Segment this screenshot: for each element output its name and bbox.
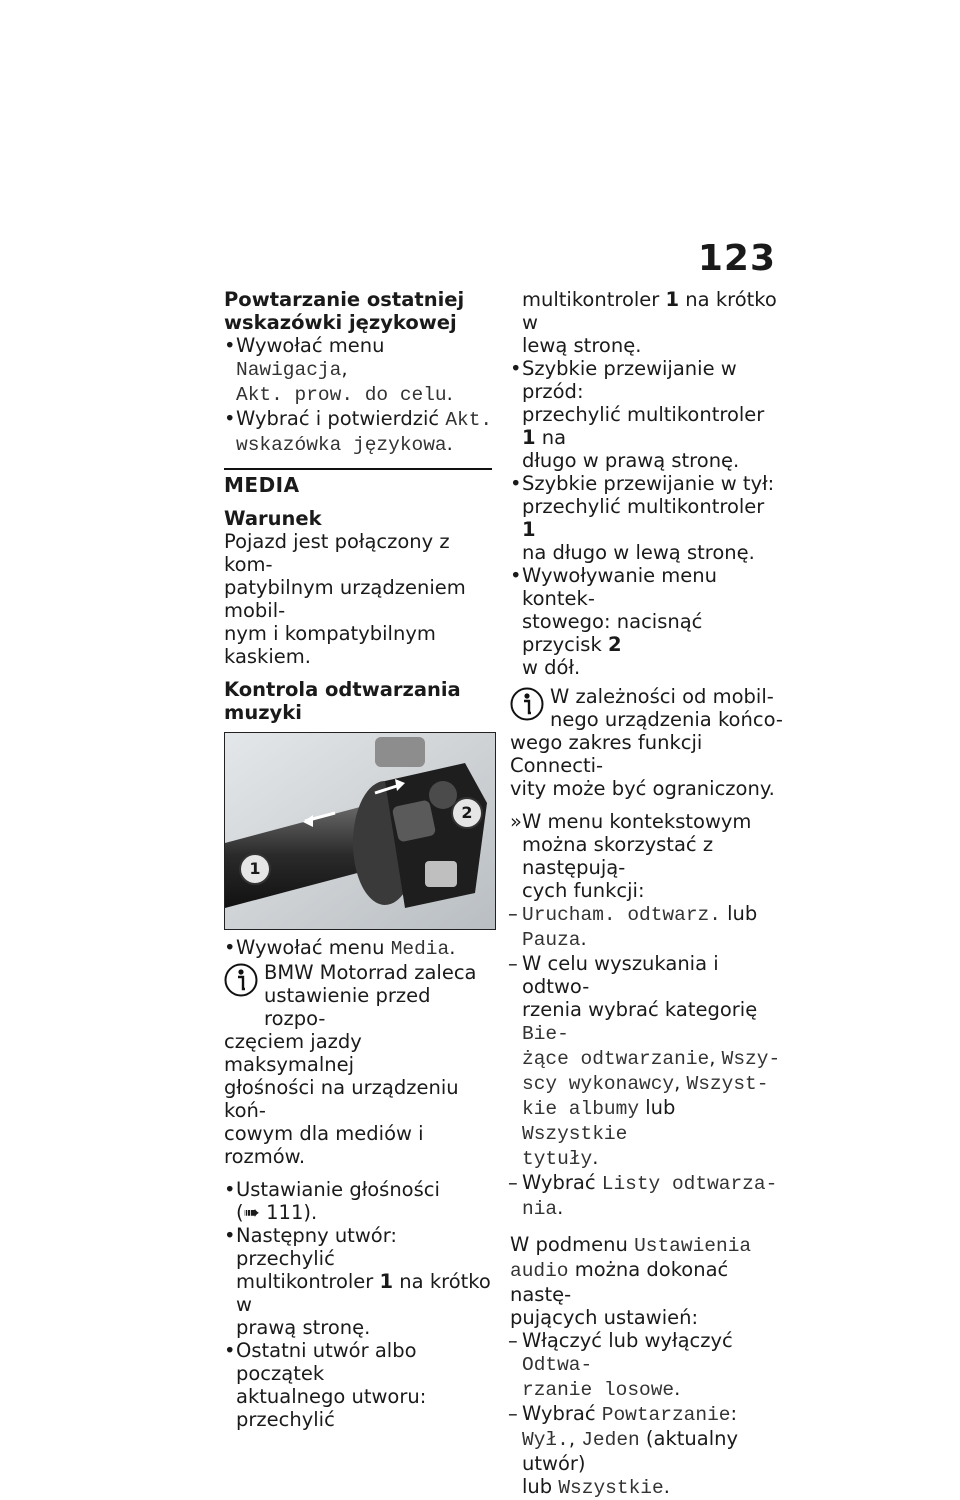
text: W podmenu	[510, 1233, 635, 1256]
text: cowym dla mediów i rozmów.	[224, 1122, 424, 1168]
text: Ustawianie głośności	[236, 1178, 440, 1201]
text: multikontroler	[236, 1270, 380, 1293]
section-title: MEDIA	[224, 473, 300, 497]
dash-icon: –	[508, 952, 518, 975]
text: .	[663, 1475, 670, 1498]
text: .	[449, 936, 456, 959]
menu-term: Wszyst-	[686, 1073, 769, 1095]
menu-term: żące odtwarzanie	[522, 1048, 710, 1070]
info-note-volume	[224, 961, 496, 1168]
menu-term: Listy odtwarza-	[601, 1173, 778, 1195]
menu-term: scy wykonawcy	[522, 1073, 675, 1095]
callout-1: 1	[239, 853, 271, 885]
bullet-call-menu-media	[224, 936, 496, 961]
ref-number: 2	[607, 633, 622, 656]
menu-term: Jeden	[581, 1429, 640, 1451]
text: na krótko w	[522, 288, 777, 334]
dash-item-repeat	[510, 1402, 784, 1500]
text: nym i kompatybilnym kaskiem.	[224, 622, 436, 668]
menu-term: kie albumy	[522, 1098, 640, 1120]
text: Ostatni utwór albo początek	[236, 1339, 417, 1385]
bullet-context-menu	[510, 564, 784, 679]
text: cych funkcji:	[522, 879, 645, 902]
left-column	[224, 288, 496, 1431]
menu-term: Pauza	[522, 929, 581, 951]
menu-term: Wszystkie	[522, 1123, 628, 1145]
text: na	[535, 426, 567, 449]
dash-item-categories	[510, 952, 784, 1171]
text: ,	[674, 1071, 687, 1094]
heading-repeat-voice	[224, 288, 496, 334]
text: stowego: nacisnąć przycisk	[522, 610, 703, 656]
text: głośności na urządzeniu koń-	[224, 1076, 459, 1122]
text: :	[730, 1402, 738, 1425]
menu-term: Nawigacja	[236, 359, 342, 381]
dash-item-playlists	[510, 1171, 784, 1221]
dash-icon: –	[508, 1402, 518, 1425]
text: na długo w lewą stronę.	[522, 541, 755, 564]
text: Wywoływanie menu kontek-	[522, 564, 718, 610]
ref-number: 1	[522, 518, 536, 541]
menu-term: Odtwa-	[522, 1354, 593, 1376]
dash-icon: –	[508, 902, 518, 925]
text: W menu kontekstowym	[522, 810, 752, 833]
heading-line: Powtarzanie ostatniej	[224, 288, 465, 311]
text: można dokonać nastę-	[510, 1258, 729, 1306]
info-icon	[224, 963, 258, 997]
info-icon	[510, 687, 544, 721]
text: ,	[709, 1046, 722, 1069]
audio-settings-paragraph	[510, 1233, 784, 1329]
text: ,	[568, 1427, 582, 1450]
bullet-volume	[224, 1178, 496, 1224]
dash-item-shuffle	[510, 1329, 784, 1402]
menu-term: Wył.	[522, 1429, 569, 1451]
text: nego urządzenia końco-	[550, 708, 783, 731]
text: .	[446, 432, 453, 455]
text: Wybrać i potwierdzić	[236, 407, 446, 430]
text: Szybkie przewijanie w przód:	[522, 357, 737, 403]
menu-term: Akt.	[445, 409, 493, 431]
menu-term: Ustawienia	[634, 1235, 752, 1257]
condition-title: Warunek	[224, 507, 322, 530]
text: Wywołać menu	[236, 334, 385, 357]
text: Wybrać	[522, 1171, 602, 1194]
text: pujących ustawień:	[510, 1306, 699, 1329]
text: aktualnego utworu: przechylić	[236, 1385, 427, 1431]
text: W celu wyszukania i odtwo-	[522, 952, 719, 998]
bullet-fast-forward	[510, 357, 784, 472]
result-arrow-icon: »	[510, 810, 522, 833]
bullet-next-track	[224, 1224, 496, 1339]
section-divider	[224, 468, 492, 470]
condition-text	[224, 530, 496, 668]
text: multikontroler	[522, 288, 666, 311]
text: lewą stronę.	[522, 334, 642, 357]
text: można skorzystać z następują-	[522, 833, 714, 879]
text: Szybkie przewijanie w tył:	[522, 472, 775, 495]
text: Pojazd jest połączony z kom-	[224, 530, 450, 576]
bullet-previous-track	[224, 1339, 496, 1431]
bullet-call-menu-navigation	[224, 334, 496, 407]
text: na krótko w	[236, 1270, 491, 1316]
heading-line: wskazówki językowej	[224, 311, 457, 334]
text: ,	[341, 357, 348, 380]
text: rzenia wybrać kategorię	[522, 998, 758, 1021]
text: częciem jazdy maksymalnej	[224, 1030, 362, 1076]
text: lub	[720, 902, 758, 925]
continued-text	[510, 288, 784, 357]
text: lub	[522, 1475, 559, 1498]
text: patybilnym urządzeniem mobil-	[224, 576, 466, 622]
dash-icon: –	[508, 1171, 518, 1194]
text: .	[557, 1196, 564, 1219]
text: długo w prawą stronę.	[522, 449, 740, 472]
text: vity może być ograniczony.	[510, 777, 775, 800]
ref-number: 1	[665, 288, 680, 311]
handlebar-photo	[224, 732, 496, 930]
menu-term: Akt. prow. do celu	[236, 384, 447, 406]
handlebar-illustration	[225, 733, 495, 929]
text: W zależności od mobil-	[550, 685, 774, 708]
callout-2: 2	[451, 797, 483, 829]
page-reference-link[interactable]: (➠ 111).	[236, 1201, 318, 1224]
text: Wybrać	[522, 1402, 602, 1425]
menu-term: Wszystkie	[558, 1477, 664, 1499]
text: lub	[639, 1096, 676, 1119]
text: Włączyć lub wyłączyć	[522, 1329, 733, 1352]
menu-term: rzanie losowe	[522, 1379, 675, 1401]
bullet-confirm-voice	[224, 407, 496, 457]
text: ustawienie przed rozpo-	[264, 984, 431, 1030]
menu-term: Media	[390, 938, 450, 960]
text: .	[592, 1146, 599, 1169]
ref-number: 1	[379, 1270, 394, 1293]
text: przechylić multikontroler	[522, 495, 765, 518]
text: w dół.	[522, 656, 581, 679]
subsection-title: Kontrola odtwarzania muzyki	[224, 678, 461, 724]
page-number: 123	[697, 238, 776, 279]
text: przechylić multikontroler	[522, 403, 765, 426]
menu-term: wskazówka językowa	[236, 434, 447, 456]
text: .	[580, 927, 587, 950]
text: .	[674, 1377, 681, 1400]
text: Następny utwór: przechylić	[236, 1224, 397, 1270]
text: prawą stronę.	[236, 1316, 371, 1339]
menu-term: Bie-	[522, 1023, 569, 1045]
result-context-menu	[510, 810, 784, 902]
dash-item-play-pause	[510, 902, 784, 952]
right-column	[510, 288, 784, 1500]
bullet-rewind	[510, 472, 784, 564]
text: BMW Motorrad zaleca	[264, 961, 477, 984]
menu-term: tytuły	[522, 1148, 593, 1170]
menu-term: Wszy-	[721, 1048, 781, 1070]
menu-term: nia	[522, 1198, 558, 1220]
info-note-connectivity	[510, 685, 784, 800]
menu-term: Powtarzanie	[601, 1404, 731, 1426]
menu-term: Urucham. odtwarz.	[522, 904, 721, 926]
text: wego zakres funkcji Connecti-	[510, 731, 703, 777]
text: .	[446, 382, 453, 405]
dash-icon: –	[508, 1329, 518, 1352]
text: Wywołać menu	[236, 936, 391, 959]
text: (aktualny utwór)	[522, 1427, 739, 1475]
ref-number: 1	[522, 426, 536, 449]
menu-term: audio	[510, 1260, 569, 1282]
